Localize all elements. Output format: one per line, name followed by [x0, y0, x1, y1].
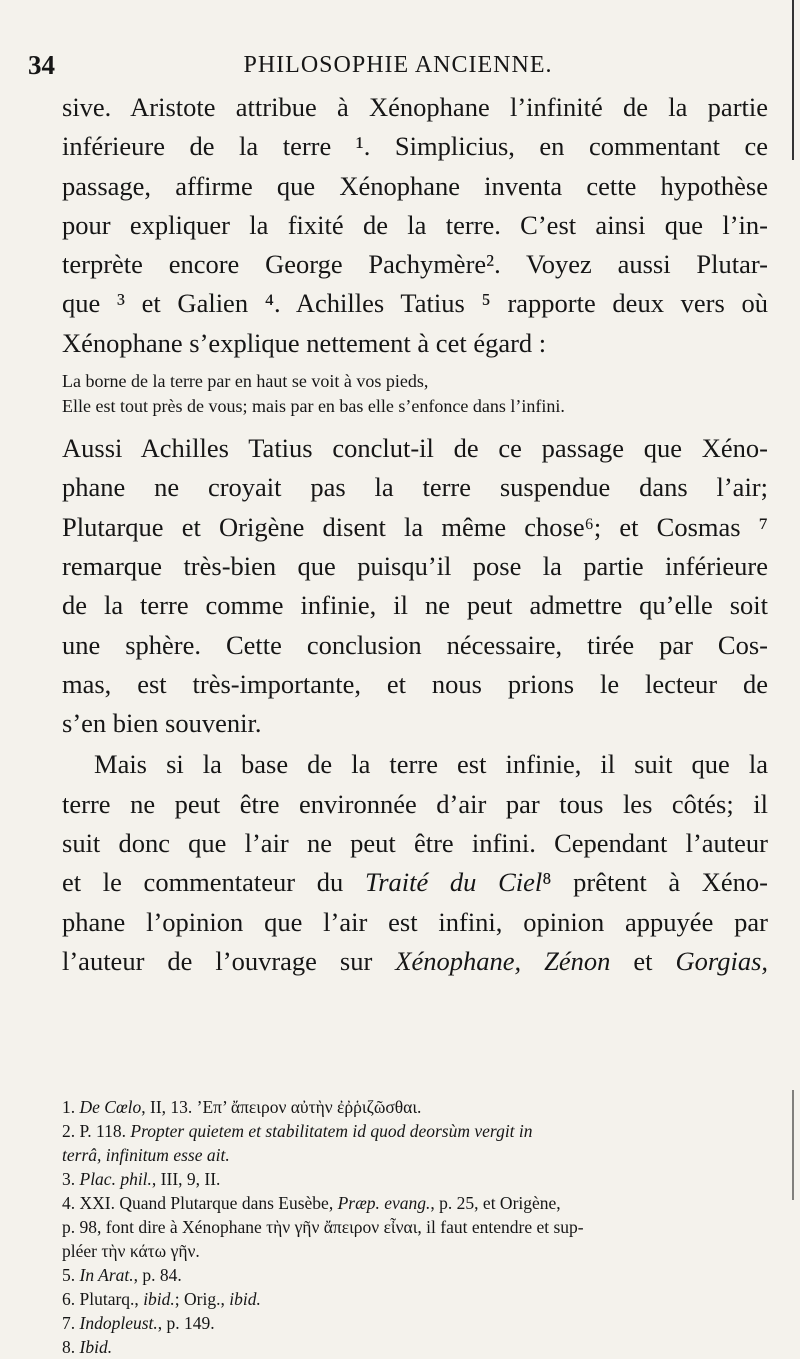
- footnote-5: [62, 1263, 768, 1287]
- text-line: sive. Aristote attribue à Xénophane l’infinité de la partie: [62, 92, 768, 122]
- page-edge-shadow: [792, 0, 794, 160]
- running-title: PHILOSOPHIE ANCIENNE.: [243, 52, 553, 78]
- text-line: que ³ et Galien ⁴. Achilles Tatius ⁵ rapporte deux vers où: [62, 288, 768, 319]
- fn-title: De Cœlo: [79, 1097, 142, 1117]
- footnote-2-cont: [62, 1143, 768, 1167]
- fn-title: ibid.: [229, 1289, 261, 1309]
- footnote-4: [62, 1191, 768, 1215]
- text-line: [62, 942, 768, 981]
- paragraph-2: [62, 429, 768, 743]
- text-line: phane l’opinion que l’air est infini, opinion appuyée par: [62, 906, 768, 937]
- footnote-1: [62, 1095, 768, 1119]
- fn-quote: Propter quietem et stabilitatem id quod deorsùm vergit in: [130, 1121, 533, 1141]
- text-line: de la terre comme infinie, il ne peut admettre qu’elle soit: [62, 590, 768, 621]
- text-line: une sphère. Cette conclusion nécessaire, tirée par Cos-: [62, 629, 768, 660]
- text-line: Plutarque et Origène disent la même chose⁶; et Cosmas ⁷: [62, 511, 768, 542]
- text-line: Mais si la base de la terre est infinie, il suit que la: [94, 749, 768, 780]
- fn-quote: terrâ, infinitum esse ait.: [62, 1145, 230, 1165]
- footnote-8: [62, 1335, 768, 1359]
- text-line: remarque très-bien que puisqu’il pose la partie inférieure: [62, 550, 768, 581]
- text-line: passage, affirme que Xénophane inventa cette hypothèse: [62, 170, 768, 201]
- fn-text: , II, 13. ’Επ’ ἄπειρον αὐτὴν ἐῤῥιζῶσθαι.: [141, 1097, 422, 1117]
- text-line: suit donc que l’air ne peut être infini. Cependant l’auteur: [62, 828, 768, 859]
- text-line: mas, est très-importante, et nous prions le lecteur de: [62, 668, 768, 699]
- footnote-4-cont: p. 98, font dire à Xénophane τὴν γῆν ἄπειρον εἶναι, il faut entendre et sup-: [62, 1217, 584, 1237]
- fn-text: 5.: [62, 1265, 80, 1285]
- text-line: phane ne croyait pas la terre suspendue dans l’air;: [62, 472, 768, 503]
- fn-text: ; Orig.,: [174, 1289, 230, 1309]
- fn-title: In Arat.: [79, 1265, 134, 1285]
- text-line: s’en bien souvenir.: [62, 708, 262, 739]
- text-span: et le commentateur du: [62, 867, 344, 898]
- main-text: [62, 88, 768, 981]
- fn-text: 7.: [62, 1313, 80, 1333]
- fn-text: 8.: [62, 1337, 80, 1357]
- fn-text: 6. Plutarq.,: [62, 1289, 144, 1309]
- fn-text: 2. P. 118.: [62, 1121, 131, 1141]
- page-header: [28, 32, 768, 84]
- footnote-4-cont: pléer τὴν κάτω γῆν.: [62, 1241, 200, 1261]
- fn-text: 3.: [62, 1169, 80, 1189]
- text-span: l’auteur de l’ouvrage sur: [62, 945, 373, 976]
- fn-title: Præp. evang.: [337, 1193, 431, 1213]
- fn-text: 1.: [62, 1097, 80, 1117]
- verse-quotation: [62, 369, 768, 419]
- verse-line: La borne de la terre par en haut se voit à vos pieds,: [62, 371, 429, 392]
- work-title: Xénophane, Zénon: [395, 945, 611, 976]
- text-line: Xénophane s’explique nettement à cet égard :: [62, 327, 547, 358]
- footnote-2: [62, 1119, 768, 1143]
- footnotes: [62, 1095, 768, 1359]
- text-span: et: [633, 945, 653, 976]
- fn-text: , p. 25, et Origène,: [430, 1193, 561, 1213]
- text-line: [62, 863, 768, 902]
- fn-title: Plac. phil.: [79, 1169, 152, 1189]
- fn-text: , p. 84.: [133, 1265, 182, 1285]
- fn-title: Indopleust.: [79, 1313, 158, 1333]
- fn-text: 4. XXI. Quand Plutarque dans Eusèbe,: [62, 1193, 338, 1213]
- text-line: inférieure de la terre ¹. Simplicius, en commentant ce: [62, 131, 768, 162]
- paragraph-1: [62, 88, 768, 363]
- work-title: Gorgias,: [675, 945, 769, 976]
- text-line: terre ne peut être environnée d’air par tous les côtés; il: [62, 788, 768, 819]
- footnote-3: [62, 1167, 768, 1191]
- fn-text: , III, 9, II.: [151, 1169, 221, 1189]
- page-edge-shadow: [792, 1090, 794, 1200]
- footnote-7: [62, 1311, 768, 1335]
- text-line: Aussi Achilles Tatius conclut-il de ce passage que Xéno-: [62, 433, 768, 464]
- verse-line: Elle est tout près de vous; mais par en bas elle s’enfonce dans l’infini.: [62, 396, 565, 417]
- text-line: pour expliquer la fixité de la terre. C’est ainsi que l’in-: [62, 209, 768, 240]
- text-span: ⁸ prêtent à Xéno-: [542, 867, 768, 898]
- fn-title: ibid.: [143, 1289, 175, 1309]
- paragraph-3: [62, 745, 768, 981]
- fn-text: , p. 149.: [157, 1313, 215, 1333]
- footnote-6: [62, 1287, 768, 1311]
- page-number: 34: [28, 50, 55, 80]
- fn-title: Ibid.: [79, 1337, 113, 1357]
- work-title: Traité du Ciel: [364, 867, 543, 898]
- text-line: terprète encore George Pachymère². Voyez aussi Plutar-: [62, 249, 768, 280]
